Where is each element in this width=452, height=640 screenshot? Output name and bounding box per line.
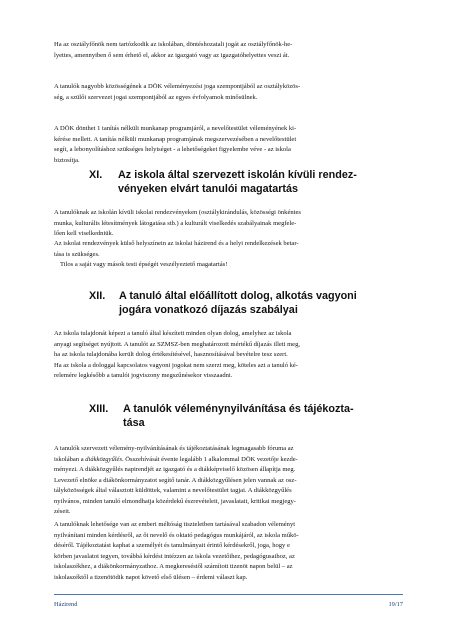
heading-line: A tanuló által előállított dolog, alkotás vagyoni [119, 290, 357, 302]
text-line: iskolaszékhez, a diákönkormányzathoz. A megkereséstől számított tizenöt napon belül – az [54, 563, 293, 570]
text-line: nyilvánítani minden kérdésről, az őt nevelő és oktató pedagógus munkájáról, az iskola műkö- [54, 531, 299, 539]
text-line: Az iskolai rendezvények külső helyszínein az iskolai házirend és a helyi rendelkezések betar- [54, 240, 299, 247]
text-line: kérése mellett. A tanítás nélküli munkanap programjának megszervezésében a nevelőtestület [54, 135, 297, 143]
section-title [123, 402, 354, 430]
paragraph-student-work [54, 329, 404, 382]
text-line: Az iskola tulajdonát képezi a tanuló által készített minden olyan dolog, amelyhez az iskola [54, 330, 292, 337]
text-line: ség, a szülői szervezet jogai szempontjából az egyes évfolyamok minősülnek. [54, 93, 258, 101]
text-line: A tanulók nagyobb közösségének a DÖK véleményezési joga szempontjából az osztályközös- [54, 83, 301, 90]
section-number: XI. [89, 169, 103, 181]
text-line: lyettes, amennyiben ő sem érhető el, akkor az igazgató vagy az igazgatóhelyettes veszi át. [54, 51, 290, 59]
text-line: körben javaslatot tegyen, továbbá kérdést intézzen az iskola vezetőihez, pedagógusaihoz, az [54, 552, 295, 560]
text-line: ha az iskola tulajdonába került dolog értékesítésével, hasznosításával bevételre tesz szert. [54, 351, 288, 358]
paragraph-external-venues [54, 239, 404, 260]
text-line: nyilvános, minden tanuló elmondhatja közérdekű észrevételeit, javaslatait, kritikai megjegy- [54, 497, 296, 505]
heading-line: Az iskola által szervezett iskolán kívüli rendez- [118, 169, 357, 181]
section-number: XII. [89, 290, 106, 302]
text-line: Ha az iskola a dologgal kapcsolatos vagyoni jogokat nem szerzi meg, köteles azt a tanuló ké- [54, 361, 298, 369]
paragraph-prohibition [54, 260, 404, 271]
text-line: relemére legkésőbb a tanulói jogviszony megszűnésekor visszaadni. [54, 372, 233, 379]
section-heading-xiii [89, 402, 409, 430]
text-line: iskolaszéktől a tizenötödik napot követő első ülésen – érdemi választ kap. [54, 573, 248, 581]
text-line: iskolában a diákközgyűlés. Összehívását évente legalább 1 alkalommal DÖK vezetője kezde- [54, 455, 298, 463]
text-line: biztosítja. [54, 156, 80, 164]
text-line: lően kell viselkedniük. [54, 230, 114, 237]
text-line: Levezető elnöke a diákönkormányzatot segítő tanár. A diákközgyűlésen jelen vannak az osz- [54, 476, 297, 484]
paragraph-community [54, 82, 404, 103]
text-line: A tanulóknak az iskolán kívüli iskolai rendezvényeken (osztálykirándulás, közösségi önkéntes [54, 209, 301, 216]
text-line: ményezi. A diákközgyűlés napirendjét az igazgató és a diákképviselő közösen állapítja meg. [54, 466, 296, 473]
text-line: Tilos a saját vagy mások testi épségét veszélyeztető magatartás! [60, 261, 228, 268]
heading-line: A tanulók véleménynyilvánítása és tájékozta- [123, 403, 354, 415]
italic-term: diákközgyűlés [85, 455, 123, 463]
text-line: Ha az osztályfőnök nem tartózkodik az iskolában, döntéshozatali jogát az osztályfőnök-he- [54, 41, 293, 48]
heading-line: vényeken elvárt tanulói magatartás [118, 183, 299, 195]
section-title [119, 289, 357, 317]
text-line: zéseit. [54, 508, 71, 515]
text-line: segít, a lebonyolításhoz szükséges helyiséget - a lehetőségeket figyelembe véve - az iskola [54, 146, 291, 153]
footer-page-number: 19/17 [388, 601, 403, 608]
text-line: munka, kulturális létesítmények látogatása stb.) a kulturált viselkedés szabályainak megfele- [54, 219, 297, 227]
paragraph-student-assembly [54, 444, 404, 518]
section-heading-xi [89, 168, 409, 196]
text-line: A DÖK dönthet 1 tanítás nélküli munkanap programjáról, a nevelőtestület véleményének ki- [54, 125, 297, 132]
section-number: XIII. [89, 403, 109, 415]
footer-divider [54, 594, 403, 595]
text-line: A tanulók szervezett vélemény-nyilvánításának és tájékoztatásának legmagasabb fóruma az [54, 445, 294, 452]
text-line: déséről. Tájékoztatást kaphat a személyét és tanulmányait érintő kérdésekről, joga, hogy e [54, 542, 290, 549]
footer-document-name: Házirend [54, 601, 78, 608]
paragraph-dok-program [54, 124, 404, 166]
paragraph-deputy-teacher [54, 40, 404, 61]
text-line: tása is szükséges. [54, 250, 100, 258]
heading-line: jogára vonatkozó díjazás szabályai [119, 304, 298, 316]
heading-line: tása [123, 417, 145, 429]
text-line: A tanulóknak lehetősége van az emberi méltóság tiszteletben tartásával szabadon véleményt [54, 521, 296, 528]
text-line: anyagi segítséget nyújtott. A tanulót az SZMSZ-ben meghatározott mértékű díjazás illeti meg, [54, 340, 300, 348]
section-title [118, 168, 357, 196]
text-line: tályközösségek által választott küldöttek, valamint a nevelőtestület tagjai. A diákközgyűlés [54, 487, 292, 494]
paragraph-behavior [54, 208, 404, 240]
paragraph-opinion-rights [54, 520, 404, 583]
section-heading-xii [89, 289, 409, 317]
